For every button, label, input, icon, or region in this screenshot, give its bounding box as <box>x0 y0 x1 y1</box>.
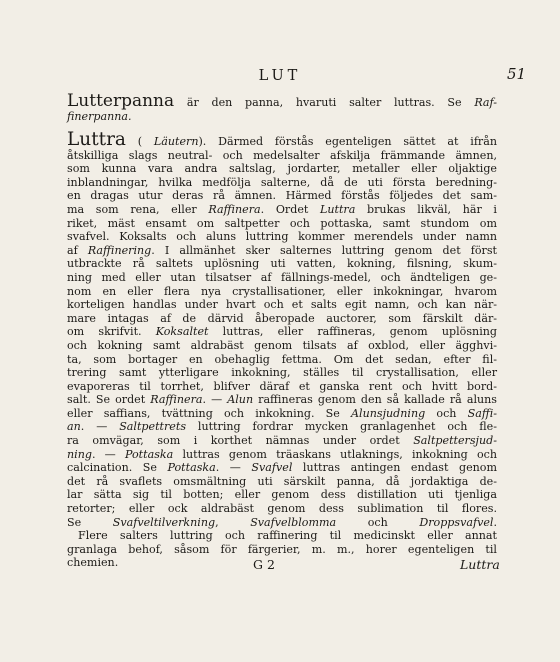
text-run: . <box>493 515 498 529</box>
text-line <box>67 271 497 285</box>
running-title: LUT <box>258 68 302 84</box>
text-line <box>67 285 497 299</box>
text-line <box>67 312 497 326</box>
headword: Lutterpanna <box>67 91 175 111</box>
text-line <box>67 475 497 489</box>
text-run: Saltpettersjud- <box>413 434 497 448</box>
text-run: Droppsvafvel <box>419 515 494 529</box>
text-run: Luttra <box>320 202 356 216</box>
text-run: lar sätta sig til botten; eller genom dess distillation uti tjenliga <box>67 488 497 502</box>
dictionary-entry <box>67 92 497 124</box>
text-run: mare intagas af de därvid åberopade auctorer, som färskilt där- <box>67 311 497 325</box>
text-line <box>67 189 497 203</box>
text-run: en dragas utur deras rå ämnen. Härmed förstås följedes det sam- <box>67 189 497 203</box>
text-line <box>67 244 497 258</box>
text-run: om skrifvit. <box>67 325 156 339</box>
text-run: ma som rena, eller <box>67 202 209 216</box>
text-line <box>67 92 497 110</box>
running-header <box>0 65 560 92</box>
text-run: Pottaska <box>167 461 216 475</box>
text-run: åtskilliga slags neutral- och medelsalter afskilja främmande ämnen, <box>67 148 497 162</box>
text-run: Pottaska <box>124 447 174 461</box>
text-run: Raf- <box>474 96 497 109</box>
text-run: svafvel. Koksalts och aluns luttring kommer merendels under namn <box>67 230 497 244</box>
page-body <box>67 92 497 570</box>
text-run: evaporeras til torrhet, blifver däraf et ganska rent och hvitt bord- <box>67 379 497 393</box>
text-line <box>67 420 497 434</box>
text-run: . Ordet <box>260 202 320 216</box>
text-line <box>67 448 497 462</box>
text-line <box>67 203 497 217</box>
entry-gap <box>67 124 497 131</box>
text-run: och kokning samt aldrabäst genom tilsats af oxblod, eller ägghvi- <box>67 338 497 352</box>
text-run: finerpanna. <box>67 110 132 123</box>
text-run: Raffinera <box>150 393 203 407</box>
text-run: . — <box>91 447 125 461</box>
headword: Luttra <box>67 128 126 150</box>
text-run: Läutern <box>153 134 199 148</box>
text-line <box>67 516 497 530</box>
text-run: trering samt ytterligare inkokning, ställes til crystallisation, eller <box>67 366 497 380</box>
text-line <box>67 325 497 339</box>
text-run: ning med eller utan tilsatser af fällnings-medel, och ändteligen ge- <box>67 270 497 284</box>
text-run: brukas likväl, här i <box>355 202 497 216</box>
text-run: eller saffians, tvättning och inkokning. Se <box>67 406 352 420</box>
text-line <box>67 110 497 124</box>
text-run: luttras genom träaskans utlaknings, inkokning och <box>173 447 497 461</box>
text-line <box>67 298 497 312</box>
text-run: Saltpettrets <box>119 420 187 434</box>
text-run: salt. Se ordet <box>67 393 151 407</box>
text-run: Flere salters luttring och raffinering til medicinskt eller annat <box>78 529 497 543</box>
text-run: ra omvägar, som i korthet nämnas under ordet <box>67 434 414 448</box>
text-line <box>67 461 497 475</box>
text-line <box>67 217 497 231</box>
text-run: ( <box>125 134 154 148</box>
text-run: ning <box>67 447 92 461</box>
text-run: inblandningar, hvilka medfölja salterne, då de uti första beredning- <box>67 175 497 189</box>
text-line <box>67 128 497 150</box>
text-line <box>67 434 497 448</box>
text-run: granlaga behof, såsom för färgerier, m. m., horer egenteligen til <box>67 542 497 556</box>
text-run: retorter; eller ock aldrabäst genom dess sublimation til flores. <box>67 502 497 516</box>
text-run: af <box>67 243 88 257</box>
text-run: Koksaltet <box>155 325 209 339</box>
text-run: Svafvelblomma <box>250 515 337 529</box>
text-run: calcination. Se <box>67 461 168 475</box>
text-run: Saffi- <box>467 406 497 420</box>
text-run: , <box>215 515 251 529</box>
text-run: Alun <box>227 393 254 407</box>
text-run: luttring fordrar mycken granlagenhet och fle- <box>186 420 497 434</box>
dictionary-entry <box>67 128 498 570</box>
text-run: raffineras genom den så kallade rå aluns <box>253 393 497 407</box>
text-run: som kunna vara andra saltslag, jordarter, metaller eller oljaktige <box>67 162 497 176</box>
text-line <box>67 230 497 244</box>
text-run: riket, mäst ensamt om saltpetter och pottaska, samt stundom om <box>67 216 497 230</box>
text-line <box>67 393 497 407</box>
text-run: . — <box>80 420 120 434</box>
text-run: Raffinera <box>208 202 261 216</box>
text-run: och <box>336 515 420 529</box>
text-line <box>67 529 497 543</box>
text-run: och <box>425 406 468 420</box>
text-line <box>67 353 497 367</box>
text-run: Alunsjudning <box>351 406 426 420</box>
text-run: det rå svaflets omsmältning uti särskilt panna, då jordaktiga de- <box>67 474 497 488</box>
text-line <box>67 366 497 380</box>
catchword: Luttra <box>460 557 500 572</box>
text-line <box>67 257 497 271</box>
text-run: är den panna, hvaruti salter luttras. Se <box>174 96 475 109</box>
text-run: . — <box>215 461 252 475</box>
text-run: . I allmänhet sker salternes luttring genom det först <box>151 243 497 257</box>
text-run: Se <box>67 515 113 529</box>
text-run: nom en eller flera nya crystallisationer, eller inkokningar, hvarom <box>67 284 497 298</box>
text-line <box>67 543 497 557</box>
text-run: korteligen handlas under hvart och et salts egit namn, och kan när- <box>67 298 497 312</box>
text-run: Svafvel <box>251 461 293 475</box>
text-run: Raffinering <box>87 243 152 257</box>
text-line <box>67 176 497 190</box>
text-run: utbrackte rå saltets uplösning uti vatten, kokning, filsning, skum- <box>67 257 497 271</box>
signature-mark: G 2 <box>253 557 275 572</box>
page-footer <box>0 557 560 575</box>
text-run: . — <box>202 393 228 407</box>
text-run: luttras antingen endast genom <box>292 461 497 475</box>
text-line <box>67 149 497 163</box>
text-line <box>67 339 497 353</box>
page-number: 51 <box>507 65 527 83</box>
text-run: chemien. <box>67 556 119 570</box>
text-run: an <box>67 420 81 434</box>
text-line <box>67 488 497 502</box>
text-line <box>67 380 497 394</box>
text-run: luttras, eller raffineras, genom uplösning <box>208 325 497 339</box>
text-line <box>67 407 497 421</box>
text-run: Svafveltilverkning <box>112 515 216 529</box>
text-line <box>67 162 497 176</box>
text-run: ta, som bortager en obehaglig fettma. Om det sedan, efter fil- <box>67 352 497 366</box>
text-line <box>67 502 497 516</box>
text-run: ). Därmed förstås egenteligen sättet at ifrån <box>198 134 497 148</box>
